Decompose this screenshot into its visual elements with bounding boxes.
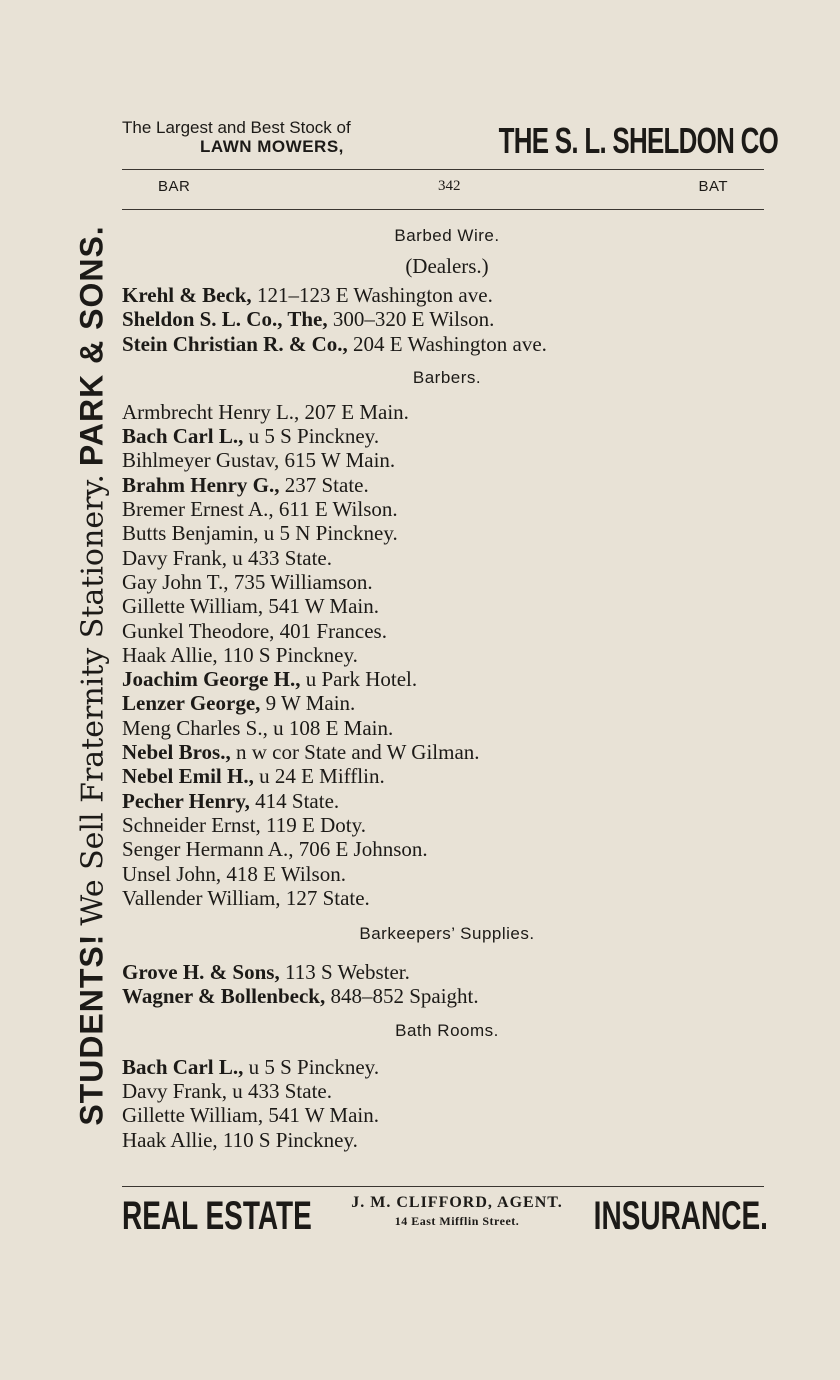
section-barkeepers-supplies bbox=[122, 924, 772, 1009]
directory-entry bbox=[122, 570, 772, 594]
entry-address: 706 E Johnson. bbox=[293, 837, 428, 862]
entry-name: Gay John T., bbox=[122, 569, 229, 594]
entry-name: Brahm Henry G., bbox=[122, 472, 280, 497]
entry-address: u 5 S Pinckney. bbox=[243, 1054, 380, 1079]
entry-name: Lenzer George, bbox=[122, 691, 261, 716]
directory-entry bbox=[122, 691, 772, 715]
entry-name: Sheldon S. L. Co., The, bbox=[122, 307, 328, 332]
footer-rule bbox=[122, 1186, 764, 1187]
header-rule bbox=[122, 169, 764, 170]
directory-entry bbox=[122, 424, 772, 448]
entry-name: Butts Benjamin, bbox=[122, 521, 259, 546]
entry-address: 848–852 Spaight. bbox=[325, 984, 479, 1009]
category-heading: Barbed Wire. bbox=[394, 226, 500, 245]
entry-address: 541 W Main. bbox=[263, 1103, 379, 1128]
footer-address: 14 East Mifflin Street. bbox=[394, 1214, 520, 1228]
entry-address: u 5 S Pinckney. bbox=[243, 424, 380, 449]
directory-entry bbox=[122, 619, 772, 643]
entry-name: Davy Frank, bbox=[122, 545, 227, 570]
directory-entry bbox=[122, 1128, 772, 1152]
entry-address: u 108 E Main. bbox=[267, 715, 394, 740]
entry-name: Bremer Ernest A., bbox=[122, 497, 274, 522]
entry-address: 414 State. bbox=[249, 788, 340, 813]
page-number: 342 bbox=[438, 178, 461, 194]
running-head bbox=[122, 178, 764, 202]
entry-address: n w cor State and W Gilman. bbox=[230, 740, 480, 765]
category-heading: Bath Rooms. bbox=[395, 1020, 499, 1040]
entry-name: Gunkel Theodore, bbox=[122, 618, 275, 643]
entry-address: 110 S Pinckney. bbox=[217, 1127, 358, 1152]
entry-address: 237 State. bbox=[279, 472, 369, 497]
section-bath-rooms bbox=[122, 1021, 772, 1152]
directory-entry bbox=[122, 862, 772, 886]
entry-address: 207 E Main. bbox=[299, 399, 409, 424]
entry-address: u 5 N Pinckney. bbox=[258, 521, 398, 546]
entry-address: u Park Hotel. bbox=[300, 667, 418, 692]
entry-name: Bach Carl L., bbox=[122, 1054, 244, 1079]
directory-entry bbox=[122, 521, 772, 545]
directory-entry bbox=[122, 716, 772, 740]
directory-entry bbox=[122, 546, 772, 570]
directory-entry bbox=[122, 1055, 772, 1079]
directory-entry bbox=[122, 332, 772, 356]
entry-name: Gillette William, bbox=[122, 594, 264, 619]
entry-name: Nebel Bros., bbox=[122, 740, 231, 765]
side-ad-stationery: We Sell Fraternity Stationery. bbox=[75, 473, 111, 926]
entry-address: 9 W Main. bbox=[260, 691, 356, 716]
directory-entry bbox=[122, 740, 772, 764]
entry-address: u 433 State. bbox=[226, 1079, 332, 1104]
entry-address: 611 E Wilson. bbox=[273, 497, 398, 522]
section-barbers bbox=[122, 368, 772, 910]
entry-name: Bach Carl L., bbox=[122, 424, 244, 449]
entry-name: Pecher Henry, bbox=[122, 788, 250, 813]
ad-line-2: LAWN MOWERS, bbox=[200, 137, 344, 156]
entry-address: 127 State. bbox=[280, 885, 370, 910]
lawn-mower-ad bbox=[122, 118, 351, 156]
footer-real-estate: REAL ESTATE bbox=[122, 1194, 312, 1238]
running-head-left: BAR bbox=[158, 178, 191, 195]
footer-agent: J. M. CLIFFORD, AGENT. bbox=[351, 1194, 563, 1211]
directory-entry bbox=[122, 448, 772, 472]
entry-name: Vallender William, bbox=[122, 885, 281, 910]
directory-entry bbox=[122, 497, 772, 521]
entry-name: Bihlmeyer Gustav, bbox=[122, 448, 280, 473]
directory-entry bbox=[122, 960, 772, 984]
entry-list bbox=[122, 283, 772, 356]
entry-address: 735 Williamson. bbox=[228, 569, 373, 594]
entry-address: u 24 E Mifflin. bbox=[253, 764, 385, 789]
entry-address: 121–123 E Washington ave. bbox=[251, 283, 493, 307]
entry-name: Haak Allie, bbox=[122, 642, 218, 667]
directory-entry bbox=[122, 594, 772, 618]
side-advertisement-text bbox=[74, 225, 111, 1125]
entry-name: Haak Allie, bbox=[122, 1127, 218, 1152]
directory-entry bbox=[122, 283, 772, 307]
entry-name: Joachim George H., bbox=[122, 667, 301, 692]
directory-entry bbox=[122, 837, 772, 861]
directory-entry bbox=[122, 764, 772, 788]
entry-address: 300–320 E Wilson. bbox=[327, 307, 495, 332]
entry-list bbox=[122, 1055, 772, 1152]
entry-address: 119 E Doty. bbox=[260, 812, 366, 837]
running-head-right: BAT bbox=[698, 178, 728, 195]
side-ad-students: STUDENTS! bbox=[73, 933, 110, 1126]
directory-entry bbox=[122, 400, 772, 424]
ad-company-name: THE S. L. SHELDON CO bbox=[498, 120, 778, 161]
entry-name: Schneider Ernst, bbox=[122, 812, 261, 837]
entry-name: Stein Christian R. & Co., bbox=[122, 331, 348, 356]
entry-list bbox=[122, 400, 772, 910]
entry-name: Nebel Emil H., bbox=[122, 764, 254, 789]
directory-entry bbox=[122, 789, 772, 813]
directory-entry bbox=[122, 667, 772, 691]
entry-list bbox=[122, 960, 772, 1009]
directory-entry bbox=[122, 307, 772, 331]
entry-address: 401 Frances. bbox=[274, 618, 387, 643]
entry-address: 615 W Main. bbox=[279, 448, 396, 473]
directory-entry bbox=[122, 1079, 772, 1103]
entry-name: Krehl & Beck, bbox=[122, 283, 252, 307]
entry-name: Senger Hermann A., bbox=[122, 837, 294, 862]
category-heading: Barkeepers’ Supplies. bbox=[359, 924, 535, 944]
entry-name: Meng Charles S., bbox=[122, 715, 268, 740]
directory-entry bbox=[122, 1103, 772, 1127]
directory-entry bbox=[122, 643, 772, 667]
directory-entry bbox=[122, 473, 772, 497]
side-ad-park-sons: PARK & SONS. bbox=[73, 224, 110, 466]
directory-listing bbox=[122, 222, 772, 1152]
directory-entry bbox=[122, 984, 772, 1008]
entry-name: Gillette William, bbox=[122, 1103, 264, 1128]
side-advertisement bbox=[62, 100, 122, 1250]
entry-address: 541 W Main. bbox=[263, 594, 379, 619]
entry-name: Wagner & Bollenbeck, bbox=[122, 984, 326, 1009]
running-head-rule bbox=[122, 209, 764, 210]
entry-address: 113 S Webster. bbox=[279, 960, 410, 985]
section-barbed-wire bbox=[122, 226, 772, 356]
entry-name: Davy Frank, bbox=[122, 1079, 227, 1104]
entry-name: Armbrecht Henry L., bbox=[122, 399, 300, 424]
footer-agent-block bbox=[312, 1194, 602, 1229]
ad-line-1: The Largest and Best Stock of bbox=[122, 118, 351, 137]
entry-address: 204 E Washington ave. bbox=[347, 331, 547, 356]
entry-name: Grove H. & Sons, bbox=[122, 960, 280, 985]
directory-entry bbox=[122, 886, 772, 910]
category-heading: Barbers. bbox=[412, 367, 482, 387]
footer-insurance: INSURANCE. bbox=[593, 1194, 768, 1238]
directory-entry bbox=[122, 813, 772, 837]
entry-address: 418 E Wilson. bbox=[221, 861, 346, 886]
category-subheading: (Dealers.) bbox=[405, 254, 489, 278]
top-advertisement bbox=[122, 118, 778, 168]
entry-name: Unsel John, bbox=[122, 861, 222, 886]
entry-address: 110 S Pinckney. bbox=[217, 642, 358, 667]
bottom-advertisement bbox=[122, 1188, 768, 1236]
entry-address: u 433 State. bbox=[226, 545, 332, 570]
